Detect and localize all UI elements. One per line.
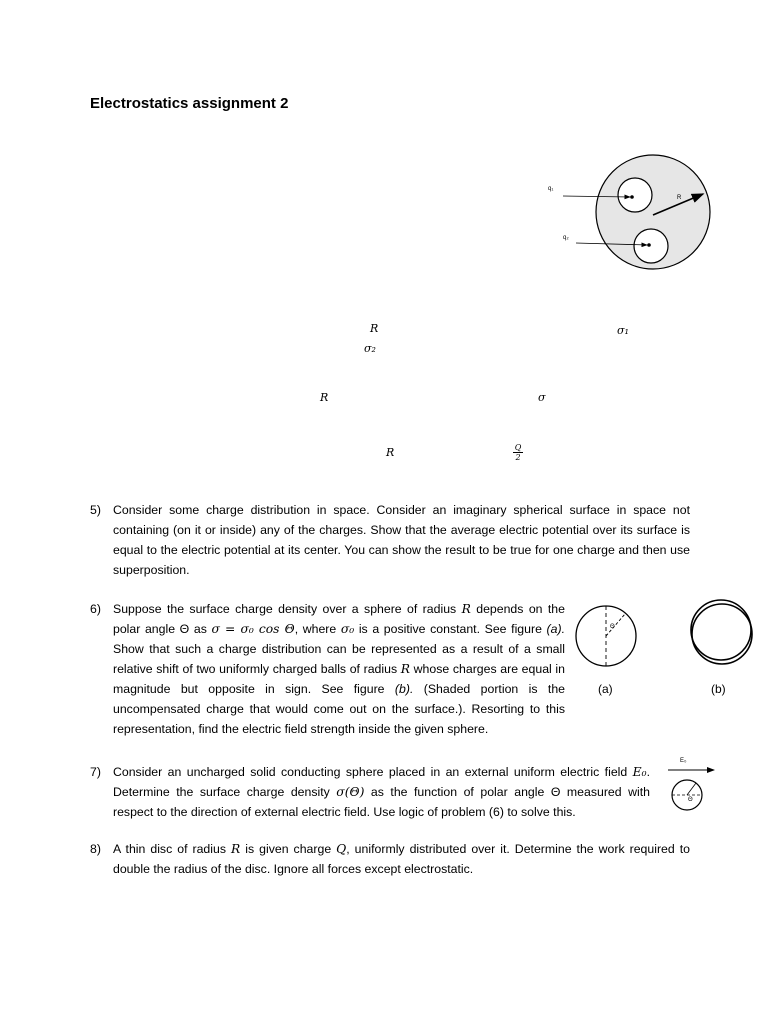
figure-7-theta: Θ (688, 797, 693, 803)
figure-a-sphere (572, 602, 640, 670)
problem-number: 7) (90, 765, 101, 779)
fraction-denominator: 2 (515, 453, 521, 462)
fragment-sigma-1: σ₁ (617, 324, 629, 337)
figure-b-shifted-balls (686, 596, 758, 670)
problem-8 (90, 839, 690, 879)
sphere-cavities-figure (540, 150, 720, 275)
fragment-fraction (512, 443, 524, 462)
figure-a-theta: Θ (610, 624, 615, 630)
page-title: Electrostatics assignment 2 (90, 95, 289, 112)
cavity-1 (618, 178, 652, 212)
problem-number: 8) (90, 842, 101, 856)
fragment-R-2: R (320, 391, 329, 404)
fragment-sigma-2: σ₂ (364, 342, 376, 355)
fragment-R-3: R (386, 446, 395, 459)
q1-label: q₁ (548, 186, 554, 192)
figure-b-caption: (b) (711, 682, 726, 696)
problem-5 (90, 500, 690, 580)
fraction-numerator: Q (514, 443, 522, 452)
problem-number: 5) (90, 503, 101, 517)
problem-number: 6) (90, 602, 101, 616)
cavity-2 (634, 229, 668, 263)
problem-7 (90, 762, 650, 822)
figure-a-caption: (a) (598, 682, 613, 696)
problem-text: A thin disc of radius R is given charge Q, uniformly distributed over it. Determine the work required to double the radius of the disc. Ignore all forces except electrostatic. (113, 842, 690, 876)
problem-text: Consider an uncharged solid conducting sphere placed in an external uniform electric field E₀. Determine the surface charge density σ(Θ) as the function of polar angle Θ measured with respect to the direction of external electric field. Use logic of problem (6) to solve this. (113, 765, 650, 819)
fragment-sigma: σ (538, 391, 546, 404)
radius-label: R (677, 195, 682, 201)
problem-text: Suppose the surface charge density over a sphere of radius R depends on the polar angle Θ as σ = σ₀ cos Θ, where σ₀ is a positive constant. See figure (a). Show that such a charge distribution can be represented as a result of a small relative shift of two uniformly charged balls of radius R whose charges are equal in magnitude but opposite in sign. See figure (b). (Shaded portion is the uncompensated charge that would come out on the surface.). Resorting to this representation, find the electric field strength inside the given sphere. (113, 602, 565, 736)
conductor-in-field-figure (660, 762, 720, 812)
problem-6 (90, 599, 565, 739)
field-label: E₀ (680, 758, 687, 764)
problem-text: Consider some charge distribution in space. Consider an imaginary spherical surface in space not containing (on it or inside) any of the charges. Show that the average electric potential over its surface is equal to the electric potential at its center. You can show the result to be true for one charge and then use superposition. (113, 503, 690, 577)
q2-label: q₂ (563, 235, 569, 241)
fragment-R-1: R (370, 322, 379, 335)
